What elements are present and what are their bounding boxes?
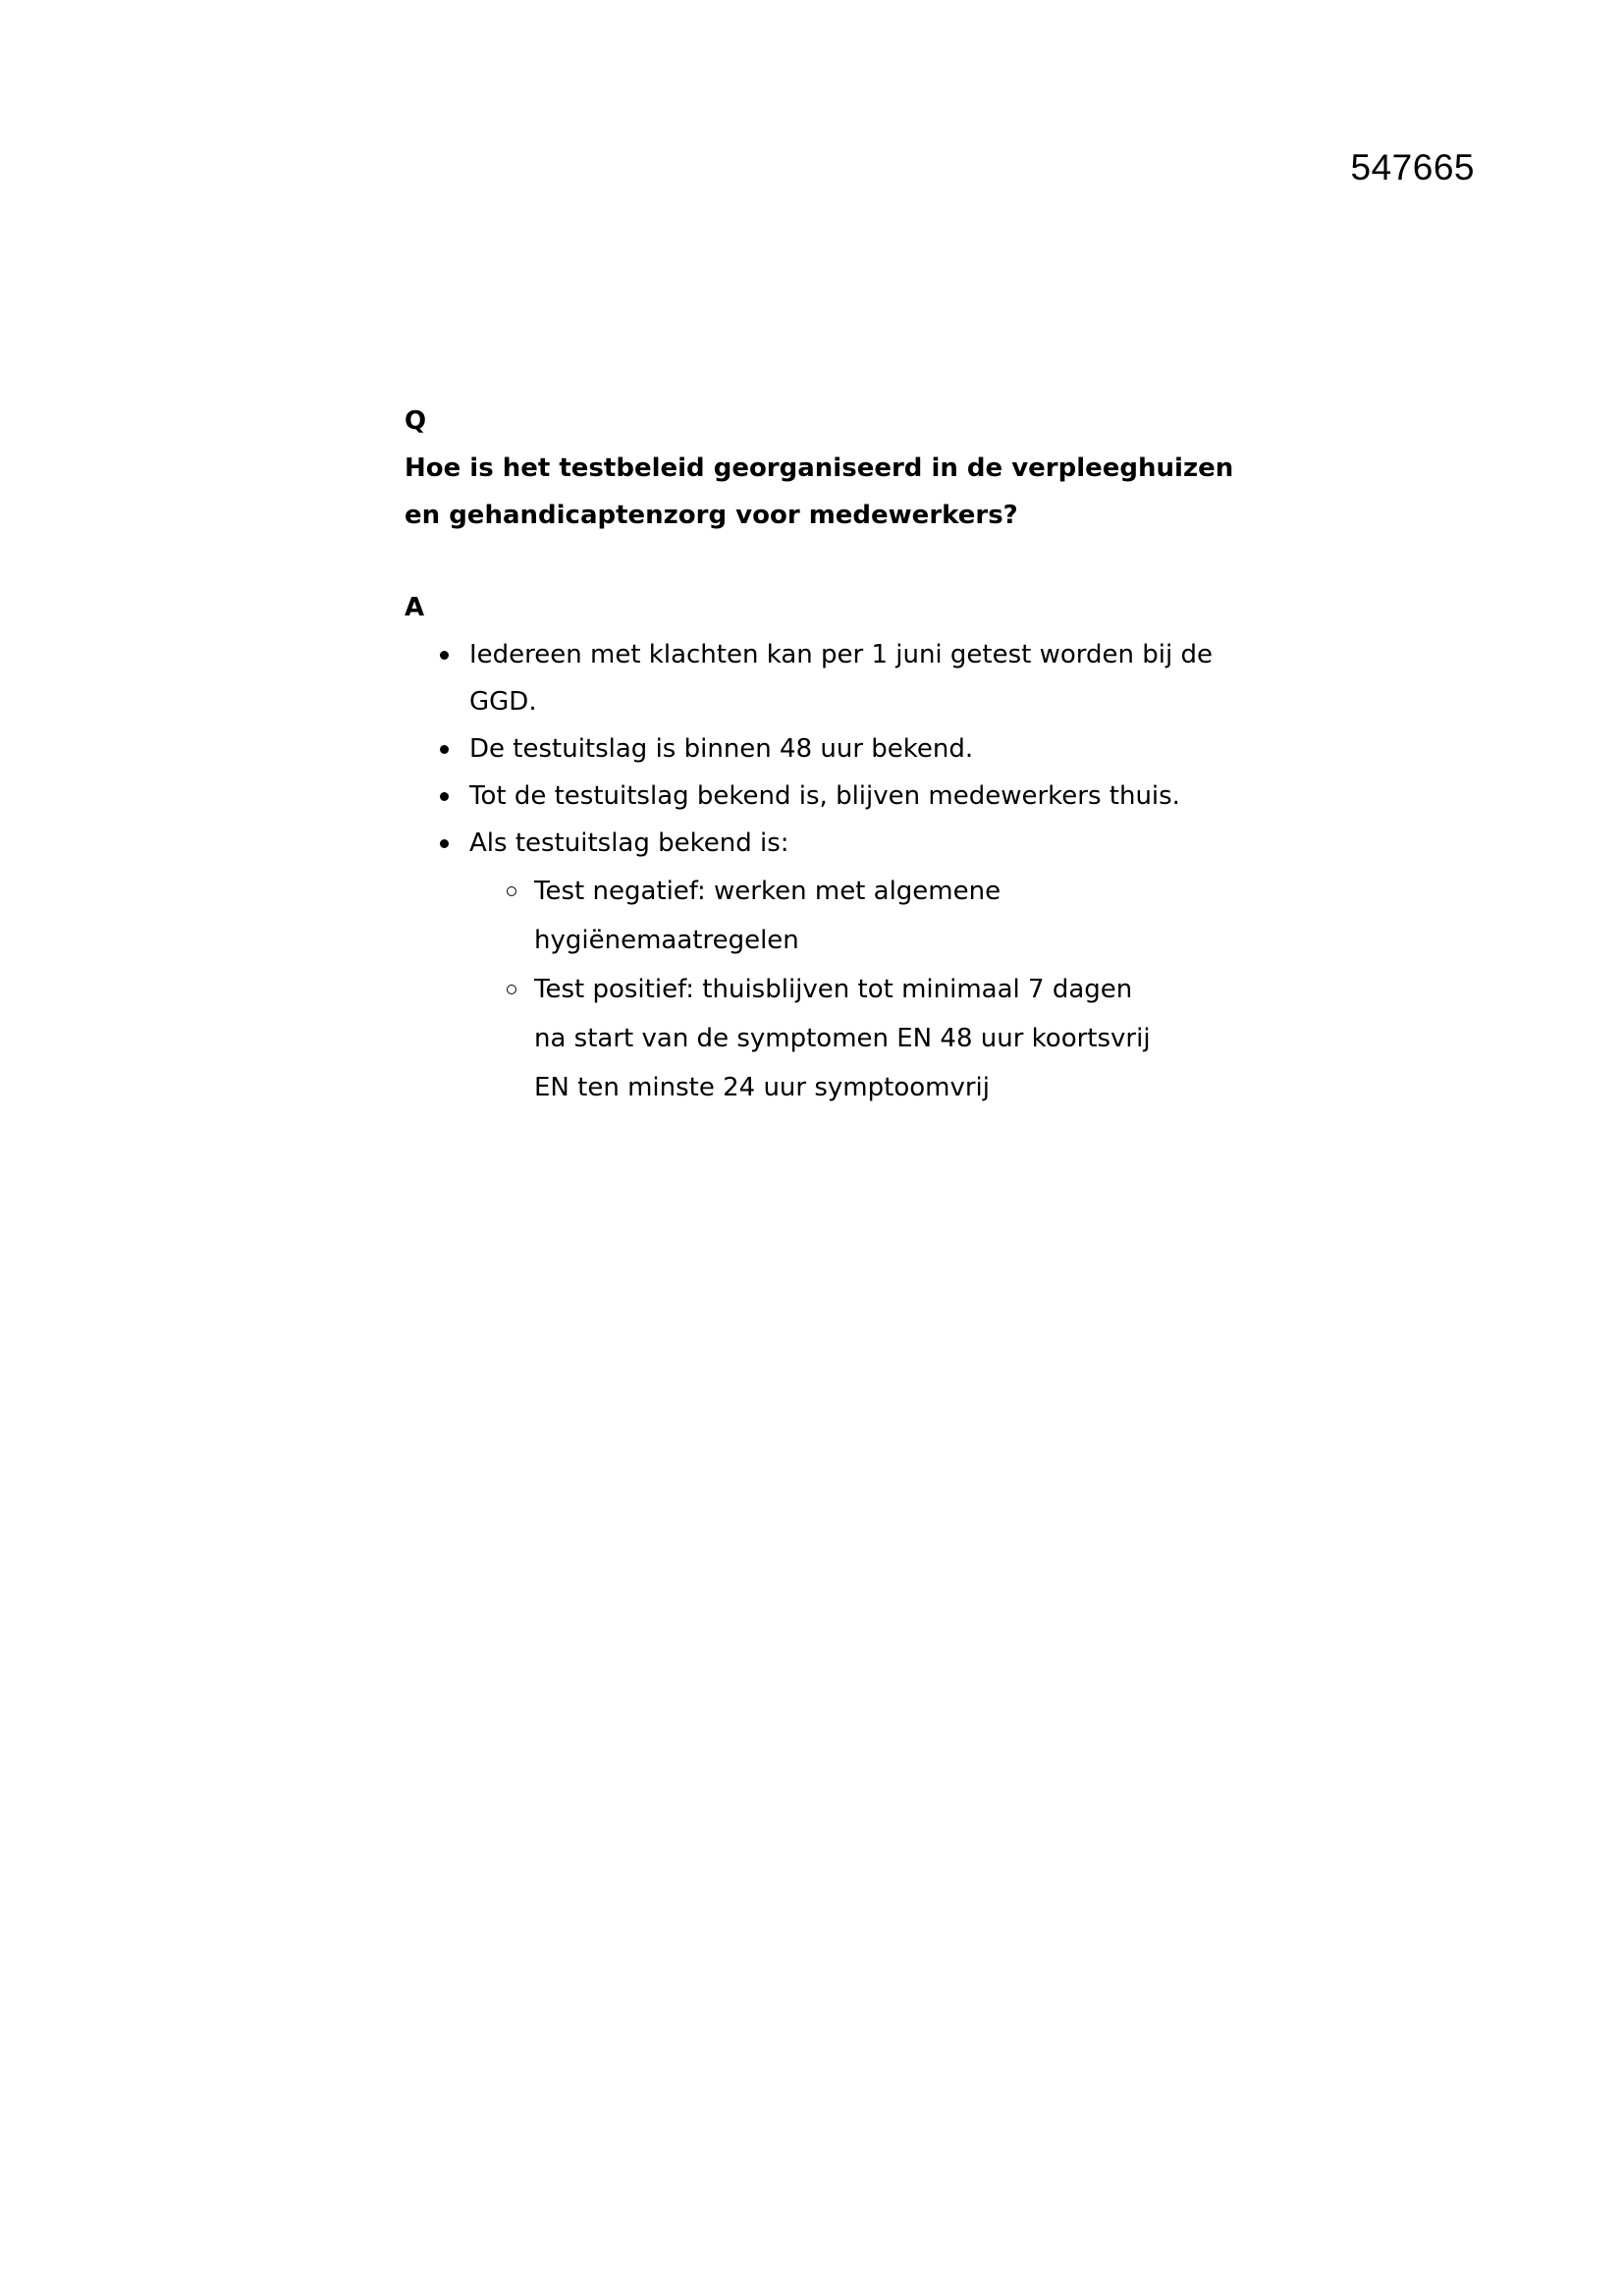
bullet-dot-icon bbox=[440, 651, 449, 660]
list-item bbox=[405, 820, 1255, 867]
spacer bbox=[405, 539, 1288, 584]
bullet-dot-icon bbox=[440, 839, 449, 848]
list-item bbox=[405, 725, 1255, 773]
bullet-circle-icon bbox=[507, 985, 516, 994]
bullet-dot-icon bbox=[440, 745, 449, 754]
sub-list-item bbox=[405, 867, 1166, 965]
list-item bbox=[405, 773, 1255, 820]
document-number: 547665 bbox=[1350, 147, 1475, 187]
list-item-text: Iedereen met klachten kan per 1 juni getest worden bij de GGD. bbox=[469, 640, 1213, 717]
list-item-text: De testuitslag is binnen 48 uur bekend. bbox=[469, 734, 974, 764]
list-item-text: Als testuitslag bekend is: bbox=[469, 828, 789, 858]
sub-list-item-text: Test positief: thuisblijven tot minimaal 7 dagen na start van de symptomen EN 48 uur koortsvrij EN ten minste 24 uur symptoomvrij bbox=[534, 975, 1151, 1102]
bullet-dot-icon bbox=[440, 792, 449, 801]
qa-content bbox=[405, 398, 1288, 1112]
sub-list-item-text: Test negatief: werken met algemene hygiënemaatregelen bbox=[534, 877, 1001, 955]
bullet-circle-icon bbox=[507, 886, 516, 896]
question-marker: Q bbox=[405, 406, 427, 436]
sub-list-item bbox=[405, 965, 1166, 1112]
question-text: Hoe is het testbeleid georganiseerd in de verpleeghuizen en gehandicaptenzorg voor medewerkers? bbox=[405, 454, 1234, 530]
list-item bbox=[405, 631, 1255, 725]
list-item-text: Tot de testuitslag bekend is, blijven medewerkers thuis. bbox=[469, 781, 1180, 811]
sub-list bbox=[405, 867, 1288, 1112]
answer-marker: A bbox=[405, 593, 425, 622]
answer-list bbox=[405, 631, 1288, 867]
